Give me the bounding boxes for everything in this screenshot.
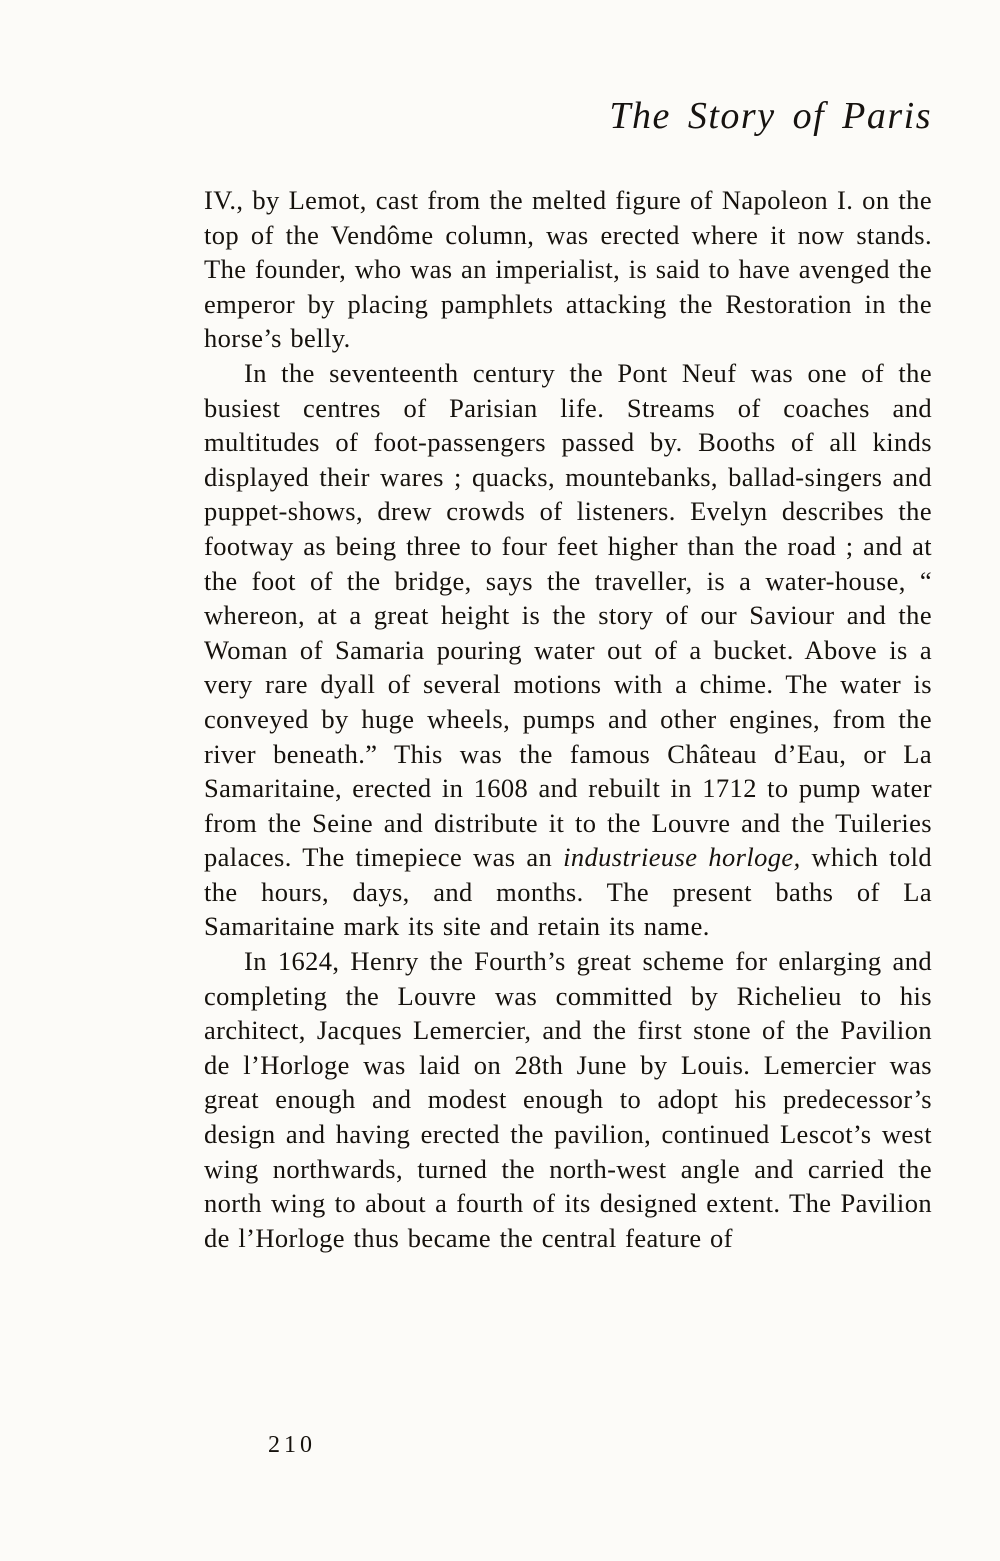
paragraph	[204, 944, 932, 1255]
text-segment: IV., by Lemot, cast from the melted figure of Napoleon I. on the top of the Vendôme column, was erected where it now stands. The founder, who was an imperialist, is said to have avenged the emperor by placing pamphlets attacking the Restoration in the horse’s belly.	[204, 185, 932, 354]
text-segment: In 1624, Henry the Fourth’s great scheme for enlarging and completing the Louvre was committed by Richelieu to his architect, Jacques Lemercier, and the first stone of the Pavilion de l’Horloge was laid on 28th June by Louis. Lemercier was great enough and modest enough to adopt his predecessor’s design and having erected the pavilion, continued Lescot’s west wing northwards, turned the north-west angle and carried the north wing to about a fourth of its designed extent. The Pavilion de l’Horloge thus became the central feature of	[204, 946, 932, 1253]
italic-phrase: industrieuse horloge,	[563, 842, 801, 873]
paragraph	[204, 183, 932, 356]
paragraph	[204, 356, 932, 944]
page-number: 210	[268, 1432, 316, 1458]
text-segment: In the seventeenth century the Pont Neuf was one of the busiest centres of Parisian life. Streams of coaches and multitudes of foot-passengers passed by. Booths of all kinds displayed their wares ; quacks, mountebanks, ballad-singers and puppet-shows, drew crowds of listeners. Evelyn describes the footway as being three to four feet higher than the road ; and at the foot of the bridge, says the traveller, is a water-house, “ whereon, at a great height is the story of our Saviour and the Woman of Samaria pouring water out of a bucket. Above is a very rare dyall of several motions with a chime. The water is conveyed by huge wheels, pumps and other engines, from the river beneath.” This was the famous Château d’Eau, or La Samaritaine, erected in 1608 and rebuilt in 1712 to pump water from the Seine and distribute it to the Louvre and the Tuileries palaces. The timepiece was an	[204, 357, 932, 873]
text-segment: which told the hours, days, and months. The present baths of La Samaritaine mark its site and retain its name.	[204, 842, 933, 942]
text-block	[204, 183, 932, 1255]
running-header-title: The Story of Paris	[609, 95, 932, 137]
